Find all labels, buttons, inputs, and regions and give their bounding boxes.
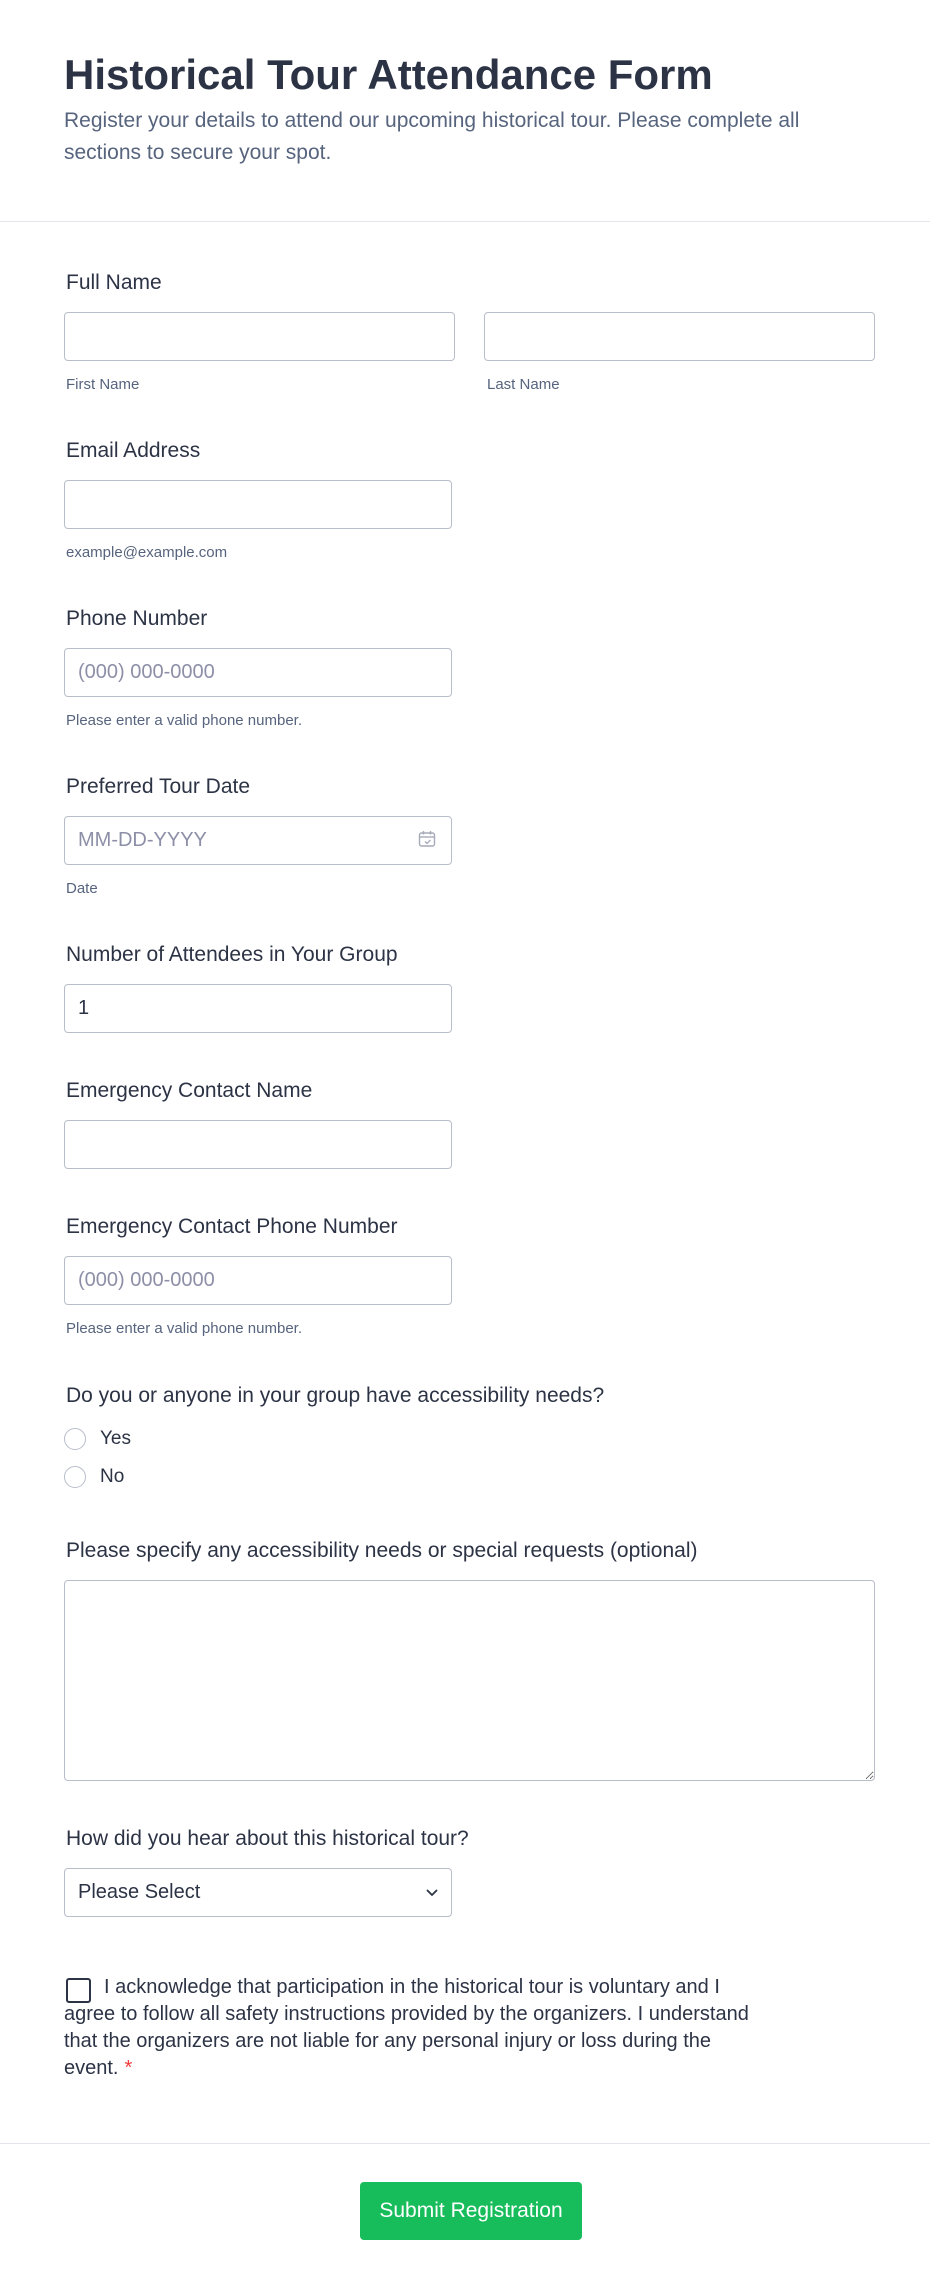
chevron-down-icon [425,1886,439,1900]
emergency-phone-sublabel: Please enter a valid phone number. [66,1320,302,1337]
radio-label-no: No [100,1466,125,1487]
page-subtitle: Register your details to attend our upcoming historical tour. Please complete all sections to secure your spot. [64,109,800,164]
radio-label-yes: Yes [100,1428,131,1449]
emergency-name-input[interactable] [64,1120,452,1169]
attendees-input[interactable] [64,984,452,1033]
tour-date-input[interactable] [64,816,452,865]
referral-label: How did you hear about this historical tour? [66,1827,469,1850]
tour-date-sublabel: Date [66,880,98,897]
emergency-phone-input[interactable] [64,1256,452,1305]
phone-label: Phone Number [66,607,208,630]
phone-sublabel: Please enter a valid phone number. [66,712,302,729]
radio-button[interactable] [64,1428,86,1450]
accessibility-label: Do you or anyone in your group have accessibility needs? [66,1384,605,1407]
page-title: Historical Tour Attendance Form [64,51,713,98]
calendar-icon[interactable] [418,830,436,848]
consent-label: I acknowledge that participation in the historical tour is voluntary and I agree to follow all safety instructions provided by the organizers. I understand that the organizers are not liable for any personal injury or loss during the event. [64,1976,749,2079]
emergency-name-label: Emergency Contact Name [66,1079,313,1102]
form-header [0,0,930,222]
first-name-input[interactable] [64,312,455,361]
full-name-label: Full Name [66,271,162,294]
email-input[interactable] [64,480,452,529]
emergency-phone-label: Emergency Contact Phone Number [66,1215,398,1238]
radio-option-no[interactable] [64,1464,124,1490]
email-sublabel: example@example.com [66,544,228,561]
required-asterisk: * [124,2057,133,2079]
tour-date-label: Preferred Tour Date [66,775,251,798]
radio-button[interactable] [64,1466,86,1488]
first-name-sublabel: First Name [66,376,140,393]
consent-text [64,1974,774,2082]
radio-option-yes[interactable] [64,1426,131,1452]
footer-divider [0,2143,930,2144]
special-requests-textarea[interactable] [64,1580,875,1781]
phone-input[interactable] [64,648,452,697]
attendees-label: Number of Attendees in Your Group [66,943,398,966]
last-name-sublabel: Last Name [487,376,560,393]
special-requests-label: Please specify any accessibility needs or special requests (optional) [66,1539,698,1562]
email-label: Email Address [66,439,201,462]
last-name-input[interactable] [484,312,875,361]
referral-select[interactable] [64,1868,452,1917]
referral-selected-value: Please Select [78,1881,201,1903]
submit-button[interactable]: Submit Registration [360,2182,582,2240]
